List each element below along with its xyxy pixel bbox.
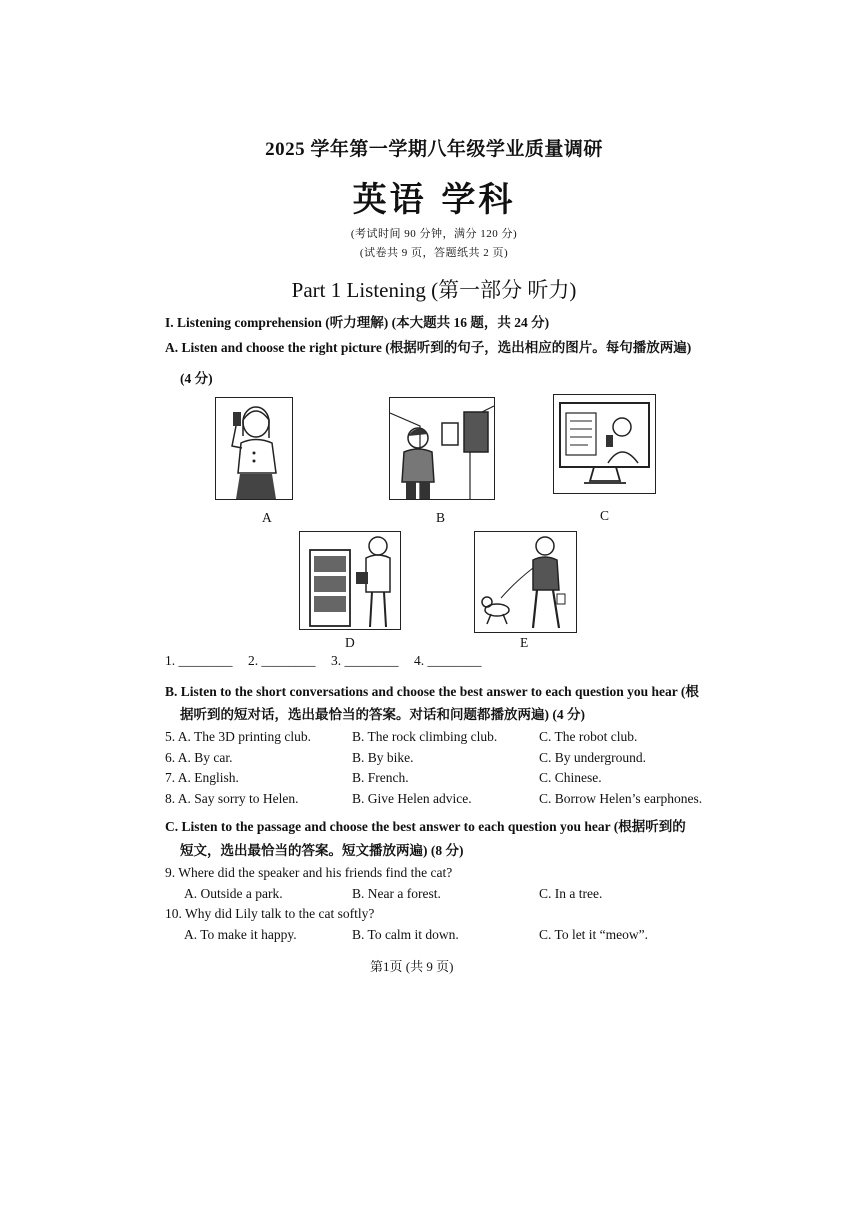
section-c-heading: C. Listen to the passage and choose the best answer to each question you hear (根据听到的 — [165, 819, 686, 834]
section-a-points: (4 分) — [180, 371, 213, 386]
q7-option-b: B. French. — [352, 770, 409, 785]
q6-option-a: 6. A. By car. — [165, 750, 233, 765]
q5-option-c: C. The robot club. — [539, 729, 638, 744]
picture-a-label: A — [262, 510, 272, 525]
q8-option-c: C. Borrow Helen’s earphones. — [539, 791, 703, 806]
section-b-heading: B. Listen to the short conversations and choose the best answer to each question you hear (根 — [165, 684, 699, 699]
picture-d-label: D — [345, 635, 355, 650]
pages-note: (试卷共 9 页，答题纸共 2 页) — [359, 247, 509, 259]
section-c-heading-cont: 短文，选出最恰当的答案。短文播放两遍) (8 分) — [180, 843, 464, 858]
q10-question: 10. Why did Lily talk to the cat softly? — [165, 906, 375, 921]
time-note: (考试时间 90 分钟，满分 120 分) — [350, 228, 518, 240]
picture-b — [389, 397, 495, 500]
q9-option-c: C. In a tree. — [539, 886, 603, 901]
answer-blank-2[interactable]: 2. ________ — [248, 653, 316, 668]
q10-option-c: C. To let it “meow”. — [539, 927, 649, 942]
section-i-heading: I. Listening comprehension (听力理解) (本大题共 16 题，共 24 分) — [165, 315, 550, 330]
answer-blank-1[interactable]: 1. ________ — [165, 653, 233, 668]
subject-title: 英语 学科 — [352, 180, 516, 220]
part-title: Part 1 Listening (第一部分 听力) — [291, 278, 577, 302]
q9-option-b: B. Near a forest. — [352, 886, 441, 901]
q9-option-a: A. Outside a park. — [184, 886, 283, 901]
q6-option-b: B. By bike. — [352, 750, 414, 765]
q10-option-b: B. To calm it down. — [352, 927, 459, 942]
q5-option-b: B. The rock climbing club. — [352, 729, 498, 744]
picture-a — [215, 397, 293, 500]
q7-option-a: 7. A. English. — [165, 770, 239, 785]
section-a-heading: A. Listen and choose the right picture (根据听到的句子，选出相应的图片。每句播放两遍) — [165, 340, 692, 355]
q9-question: 9. Where did the speaker and his friends find the cat? — [165, 865, 453, 880]
section-b-heading-cont: 据听到的短对话，选出最恰当的答案。对话和问题都播放两遍) (4 分) — [180, 707, 585, 722]
picture-c-label: C — [600, 508, 610, 523]
page-footer: 第1页 (共 9 页) — [370, 959, 454, 974]
answer-blank-3[interactable]: 3. ________ — [331, 653, 399, 668]
q8-option-a: 8. A. Say sorry to Helen. — [165, 791, 299, 806]
q6-option-c: C. By underground. — [539, 750, 646, 765]
picture-e-label: E — [520, 635, 529, 650]
q10-option-a: A. To make it happy. — [184, 927, 297, 942]
picture-e — [474, 531, 577, 633]
exam-title: 2025 学年第一学期八年级学业质量调研 — [265, 139, 603, 160]
q7-option-c: C. Chinese. — [539, 770, 602, 785]
picture-c — [553, 394, 656, 494]
picture-d — [299, 531, 401, 630]
q5-option-a: 5. A. The 3D printing club. — [165, 729, 311, 744]
picture-b-label: B — [436, 510, 446, 525]
q8-option-b: B. Give Helen advice. — [352, 791, 472, 806]
answer-blank-4[interactable]: 4. ________ — [414, 653, 482, 668]
